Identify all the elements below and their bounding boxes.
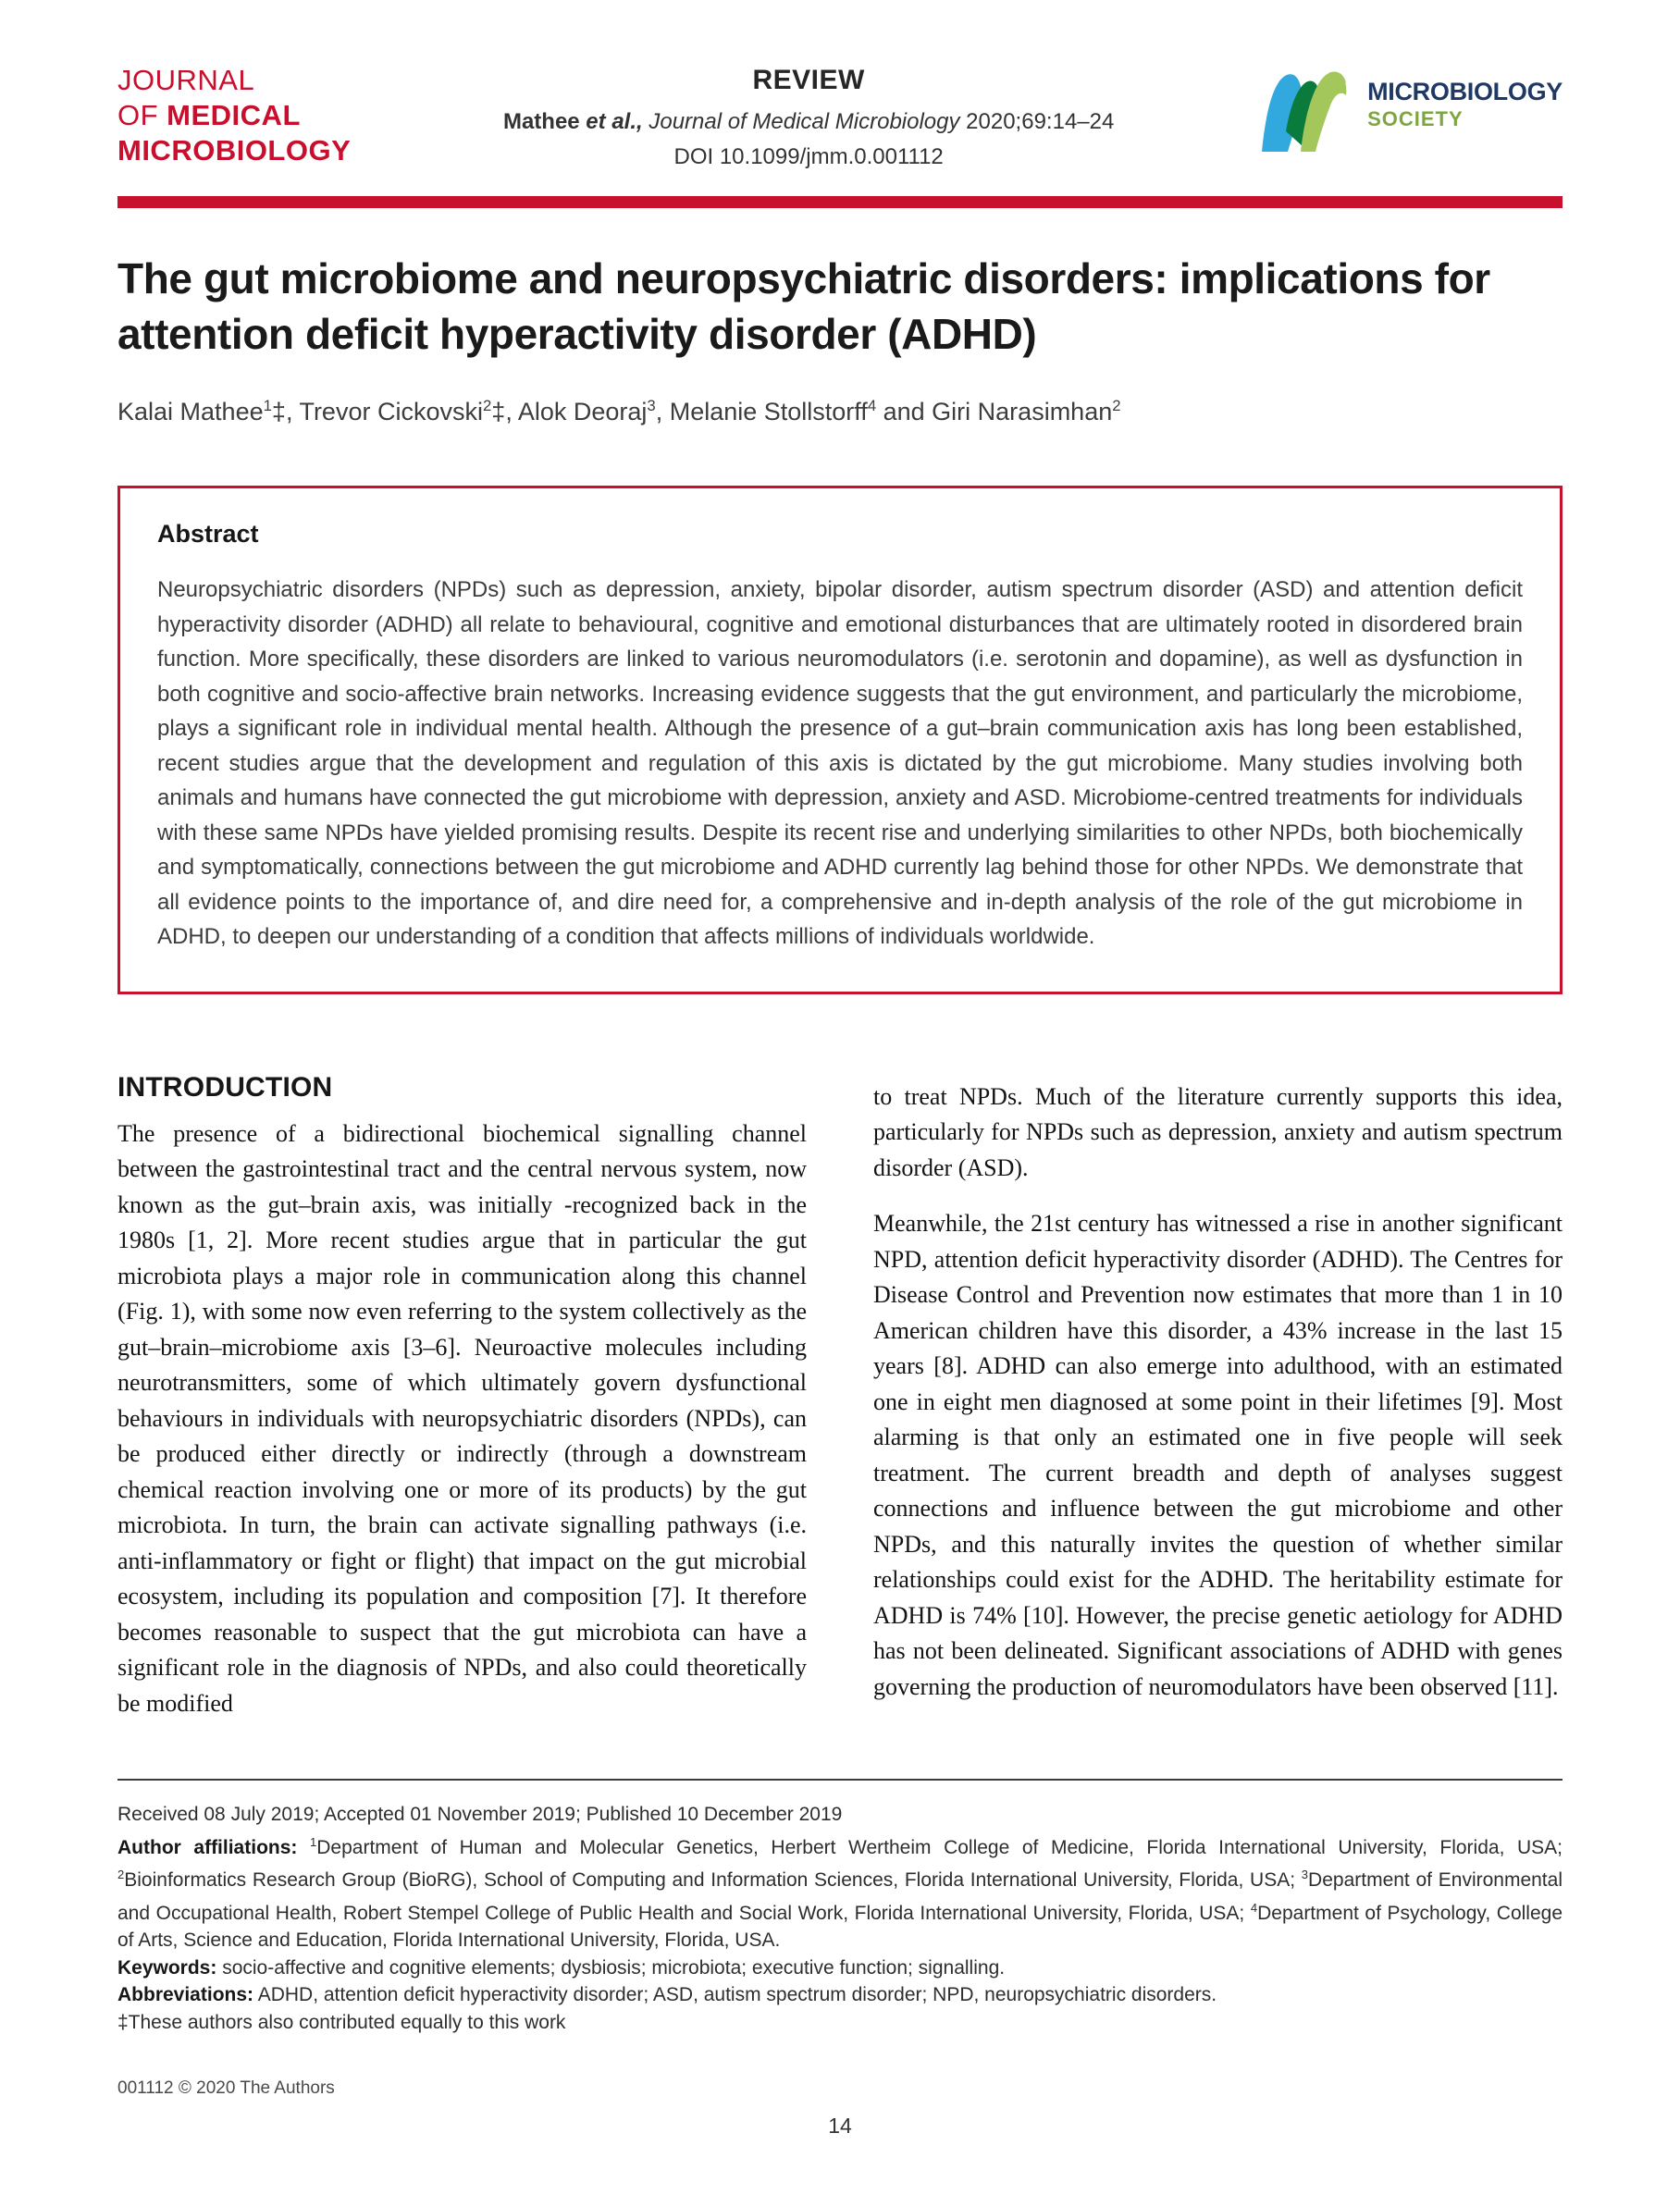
citation-line: Mathee et al., Journal of Medical Microbiology 2020;69:14–24 <box>502 109 1115 134</box>
equal-contribution-line: ‡These authors also contributed equally to this work <box>117 2011 566 2033</box>
footnote-rule <box>117 1779 1563 1781</box>
header <box>117 63 1563 170</box>
page-number: 14 <box>828 2114 852 2138</box>
article-title: The gut microbiome and neuropsychiatric disorders: implications for attention deficit hyperactivity disorder (ADHD) <box>117 254 1490 358</box>
introduction-heading: INTRODUCTION <box>117 1071 333 1103</box>
affiliations-line: Author affiliations: $^1$Department of Human and Molecular Genetics, Herbert Wertheim College of Medicine, Florida International University, Florida, USA; $^2$Bioinformatics Research Group (BioRG), School of Computing and Information Sciences, Florida International University, Florida, USA; $^3$Department of Environmental and Occupational Health, Robert Stempel College of Public Health and Social Work, Florida International University, Florida, USA; $^4$Department of Psychology, College of Arts, Science and Education, Florida International University, Florida, USA. <box>117 1834 1563 1951</box>
society-name: MICROBIOLOGY <box>1367 78 1563 105</box>
intro-paragraph-right-1: to treat NPDs. Much of the literature currently supports this idea, particularly for NPDs such as depression, anxiety and autism spectrum disorder (ASD). <box>873 1082 1563 1181</box>
page <box>117 0 1563 2139</box>
journal-logo-line3: MICROBIOLOGY <box>117 134 352 166</box>
journal-logo-line1: JOURNAL <box>117 64 255 96</box>
red-divider-bar <box>117 196 1563 208</box>
left-column <box>117 1072 807 1722</box>
author-list: Kalai Mathee$^1$‡, Trevor Cickovski$^2$‡, Alok Deoraj$^3$, Melanie Stollstorff$^4$ and Giri Narasimhan$^2$ <box>117 397 1121 425</box>
intro-paragraph-right-2: Meanwhile, the 21st century has witnessed a rise in another significant NPD, attention deficit hyperactivity disorder (ADHD). The Centres for Disease Control and Prevention now estimates that more than 1 in 10 American children have this disorder, a 43% increase in the last 15 years [8]. ADHD can also emerge into adulthood, with an estimated one in eight men diagnosed at some point in their lifetimes [9]. Most alarming is that only an estimated one in five people will seek treatment. The current breadth and depth of analyses suggest connections and influence between the gut microbiome and other NPDs, and this naturally invites the question of whether similar relationships could exist for the ADHD. The heritability estimate for ADHD is 74% [10]. However, the precise genetic aetiology for ADHD has not been delineated. Significant associations of ADHD with genes governing the production of neuromodulators have been observed [11]. <box>873 1210 1563 1700</box>
body-columns <box>117 1072 1563 1722</box>
intro-paragraph-left: The presence of a bidirectional biochemical signalling channel between the gastrointestinal tract and the central nervous system, now known as the gut–brain axis, was initially -recognized back in the 1980s [1, 2]. More recent studies argue that in particular the gut microbiota plays a major role in communication along this channel (Fig. 1), with some now even referring to the system collectively as the gut–brain–microbiome axis [3–6]. Neuroactive molecules including neurotransmitters, some of which ultimately govern dysfunctional behaviours in individuals with neuropsychiatric disorders (NPDs), can be produced either directly or indirectly (through a downstream chemical reaction involving one or more of its products) by the gut microbiota. In turn, the brain can activate signalling pathways (i.e. anti-inflammatory or fight or flight) that impact on the gut microbial ecosystem, including its population and composition [7]. It therefore becomes reasonable to suspect that the gut microbiota can have a significant role in the diagnosis of NPDs, and also could theoretically be modified <box>117 1119 807 1717</box>
abstract-text: Neuropsychiatric disorders (NPDs) such as depression, anxiety, bipolar disorder, autism spectrum disorder (ASD) and attention deficit hyperactivity disorder (ADHD) all relate to behavioural, cognitive and emotional disturbances that are ultimately rooted in disordered brain function. More specifically, these disorders are linked to various neuromodulators (i.e. serotonin and dopamine), as well as dysfunction in both cognitive and socio-affective brain networks. Increasing evidence suggests that the gut environment, and particularly the microbiome, plays a significant role in individual mental health. Although the presence of a gut–brain communication axis has long been established, recent studies argue that the development and regulation of this axis is dictated by the gut microbiome. Many studies involving both animals and humans have connected the gut microbiome with depression, anxiety and ASD. Microbiome-centred treatments for individuals with these same NPDs have yielded promising results. Despite its recent rise and underlying similarities to other NPDs, both biochemically and symptomatically, connections between the gut microbiome and ADHD currently lag behind those for other NPDs. We demonstrate that all evidence points to the importance of, and dire need for, a comprehensive and in-depth analysis of the role of the gut microbiome in ADHD, to deepen our understanding of a condition that affects millions of individuals worldwide. <box>157 577 1523 949</box>
received-line: Received 08 July 2019; Accepted 01 November 2019; Published 10 December 2019 <box>117 1804 843 1825</box>
abstract-heading: Abstract <box>157 520 259 548</box>
society-logo <box>1266 63 1563 158</box>
right-column <box>873 1072 1563 1722</box>
abstract-box <box>117 486 1563 994</box>
journal-logo-line2: OF MEDICAL <box>117 99 301 131</box>
microbiology-society-m-icon <box>1254 65 1354 158</box>
society-sub: SOCIETY <box>1367 107 1464 130</box>
header-center <box>351 63 1266 170</box>
doi-line: DOI 10.1099/jmm.0.001112 <box>673 144 944 169</box>
keywords-line: Keywords: socio-affective and cognitive elements; dysbiosis; microbiota; executive function; signalling. <box>117 1956 1006 1979</box>
abbreviations-line: Abbreviations: ADHD, attention deficit hyperactivity disorder; ASD, autism spectrum disorder; NPD, neuropsychiatric disorders. <box>117 1984 1217 2005</box>
footnote-block <box>117 1801 1563 2036</box>
copyright-line: 001112 © 2020 The Authors <box>117 2078 335 2098</box>
article-type-label: REVIEW <box>752 65 865 95</box>
society-logo-text <box>1367 65 1563 129</box>
journal-logo <box>117 63 351 168</box>
